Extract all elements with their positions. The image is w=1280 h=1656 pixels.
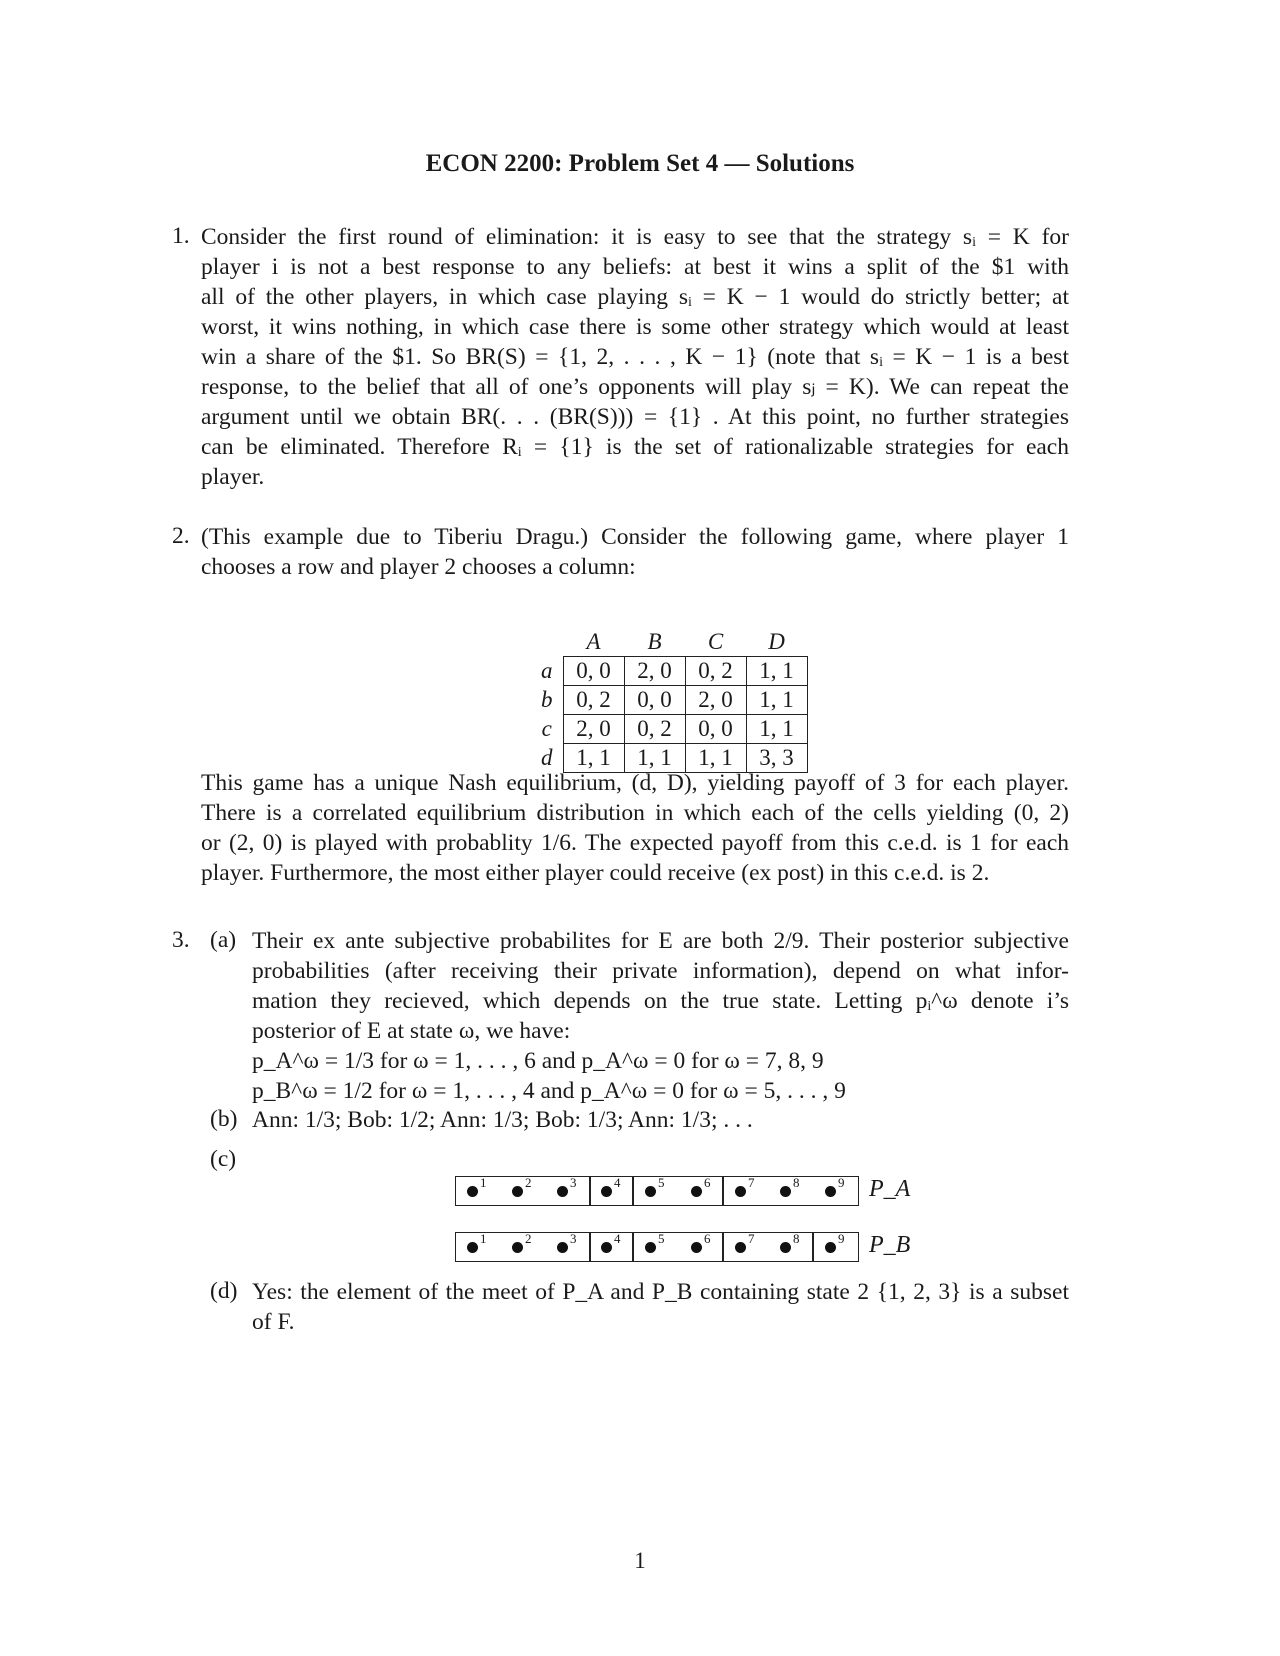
q3b-text: Ann: 1/3; Bob: 1/2; Ann: 1/3; Bob: 1/3; Ann: 1/3; . . . [252, 1107, 753, 1133]
payoff-cell: 0, 2 [685, 657, 746, 686]
state-label: 1 [480, 1231, 487, 1246]
q3b-body [252, 1105, 753, 1135]
q1-body [201, 222, 1069, 492]
state-label: 3 [570, 1175, 577, 1190]
payoff-cell: 1, 1 [746, 657, 807, 686]
state-label: 7 [748, 1175, 755, 1190]
state-label: 8 [793, 1231, 800, 1246]
payoff-row [532, 715, 807, 744]
payoff-cell: 3, 3 [746, 744, 807, 773]
col-header: B [647, 629, 662, 654]
q3d-line: Yes: the element of the meet of P_A and P_B containing state 2 {1, 2, 3} is a subset [252, 1279, 1069, 1305]
state-label: 1 [480, 1175, 487, 1190]
row-label: d [541, 745, 553, 770]
state-dot [735, 1242, 746, 1253]
q1-line: player i is not a best response to any beliefs: at best it wins a split of the $1 with [201, 254, 1069, 280]
state-dot [467, 1242, 478, 1253]
q3d-line: of F. [252, 1309, 295, 1335]
payoff-cell: 1, 1 [624, 744, 685, 773]
state-dot [691, 1242, 702, 1253]
q3-number: 3. [172, 927, 190, 953]
page-title: ECON 2200: Problem Set 4 — Solutions [425, 150, 855, 177]
col-header: A [586, 629, 601, 654]
partition-a [455, 1175, 911, 1206]
payoff-cell: 2, 0 [685, 686, 746, 715]
state-dot [557, 1186, 568, 1197]
payoff-cell: 1, 1 [746, 686, 807, 715]
state-label: 6 [704, 1175, 711, 1190]
q2-discussion [201, 768, 1069, 888]
payoff-cell: 0, 2 [624, 715, 685, 744]
row-label: a [541, 658, 553, 683]
row-label: c [541, 716, 552, 741]
state-label: 6 [704, 1231, 711, 1246]
q2-line: player. Furthermore, the most either player could receive (ex post) in this c.e.d. is 2. [201, 860, 990, 886]
payoff-cell: 2, 0 [624, 657, 685, 686]
state-label: 9 [838, 1175, 845, 1190]
state-label: 5 [658, 1231, 665, 1246]
q3a-body [252, 926, 1069, 1106]
q1-line: can be eliminated. Therefore Rᵢ = {1} is the set of rationalizable strategies for each [201, 434, 1069, 460]
payoff-cell: 0, 0 [624, 686, 685, 715]
state-dot [780, 1242, 791, 1253]
state-label: 5 [658, 1175, 665, 1190]
q3c-label: (c) [210, 1146, 237, 1172]
q3a-line: posterior of E at state ω, we have: [252, 1018, 571, 1044]
state-label: 3 [570, 1231, 577, 1246]
state-label: 4 [614, 1231, 621, 1246]
payoff-cell: 0, 0 [685, 715, 746, 744]
state-dot [601, 1186, 612, 1197]
state-label: 2 [525, 1175, 532, 1190]
state-label: 8 [793, 1175, 800, 1190]
partition-b-label: P_B [869, 1232, 911, 1258]
q3a-line: p_B^ω = 1/2 for ω = 1, . . . , 4 and p_A^ω = 0 for ω = 5, . . . , 9 [252, 1078, 846, 1104]
state-dot [601, 1242, 612, 1253]
q3a-line: Their ex ante subjective probabilites for E are both 2/9. Their posterior subjective [252, 928, 1069, 954]
payoff-cell: 1, 1 [746, 715, 807, 744]
q1-line: worst, it wins nothing, in which case there is some other strategy which would at least [201, 314, 1069, 340]
partition-a-label: P_A [869, 1176, 911, 1202]
q3b-label: (b) [210, 1106, 238, 1132]
state-dot [557, 1242, 568, 1253]
row-label: b [541, 687, 553, 712]
state-label: 7 [748, 1231, 755, 1246]
q3a-line: mation they recieved, which depends on the true state. Letting pᵢ^ω denote i’s [252, 988, 1069, 1014]
payoff-row [532, 657, 807, 686]
q2-number: 2. [172, 523, 190, 549]
state-label: 4 [614, 1175, 621, 1190]
state-dot [645, 1242, 656, 1253]
payoff-header-row [532, 628, 807, 657]
payoff-cell: 0, 2 [563, 686, 624, 715]
payoff-cell: 2, 0 [563, 715, 624, 744]
q2-intro [201, 522, 1069, 582]
state-dot [512, 1186, 523, 1197]
state-dot [780, 1186, 791, 1197]
state-dot [735, 1186, 746, 1197]
q3d-body [252, 1277, 1069, 1337]
q1-line: response, to the belief that all of one’s opponents will play sⱼ = K). We can repeat the [201, 374, 1069, 400]
q2-intro-line: (This example due to Tiberiu Dragu.) Consider the following game, where player 1 [201, 524, 1069, 550]
state-dot [467, 1186, 478, 1197]
page-number: 1 [634, 1548, 646, 1573]
state-label: 2 [525, 1231, 532, 1246]
payoff-cell: 1, 1 [685, 744, 746, 773]
partition-b [455, 1231, 911, 1262]
q1-line: argument until we obtain BR(. . . (BR(S))) = {1} . At this point, no further strategies [201, 404, 1069, 430]
state-dot [512, 1242, 523, 1253]
q3a-line: probabilities (after receiving their private information), depend on what infor- [252, 958, 1069, 984]
q2-line: This game has a unique Nash equilibrium, (d, D), yielding payoff of 3 for each player. [201, 770, 1069, 796]
q2-line: There is a correlated equilibrium distribution in which each of the cells yielding (0, 2) [201, 800, 1069, 826]
q3a-line: p_A^ω = 1/3 for ω = 1, . . . , 6 and p_A^ω = 0 for ω = 7, 8, 9 [252, 1048, 824, 1074]
q2-line: or (2, 0) is played with probablity 1/6. The expected payoff from this c.e.d. is 1 for each [201, 830, 1069, 856]
q3a-label: (a) [210, 927, 237, 953]
q3d-label: (d) [210, 1278, 238, 1304]
payoff-matrix [532, 628, 808, 773]
q1-line: win a share of the $1. So BR(S) = {1, 2, . . . , K − 1} (note that sᵢ = K − 1 is a best [201, 344, 1069, 370]
col-header: D [768, 629, 785, 654]
state-label: 9 [838, 1231, 845, 1246]
q1-number: 1. [172, 223, 190, 249]
state-dot [645, 1186, 656, 1197]
q1-line: Consider the first round of elimination: it is easy to see that the strategy sᵢ = K for [201, 224, 1069, 250]
payoff-cell: 0, 0 [563, 657, 624, 686]
state-dot [825, 1242, 836, 1253]
q1-line: player. [201, 464, 265, 490]
payoff-cell: 1, 1 [563, 744, 624, 773]
payoff-row [532, 686, 807, 715]
col-header: C [707, 629, 724, 654]
state-dot [691, 1186, 702, 1197]
q2-intro-line: chooses a row and player 2 chooses a column: [201, 554, 636, 580]
q1-line: all of the other players, in which case playing sᵢ = K − 1 would do strictly better; at [201, 284, 1069, 310]
state-dot [825, 1186, 836, 1197]
